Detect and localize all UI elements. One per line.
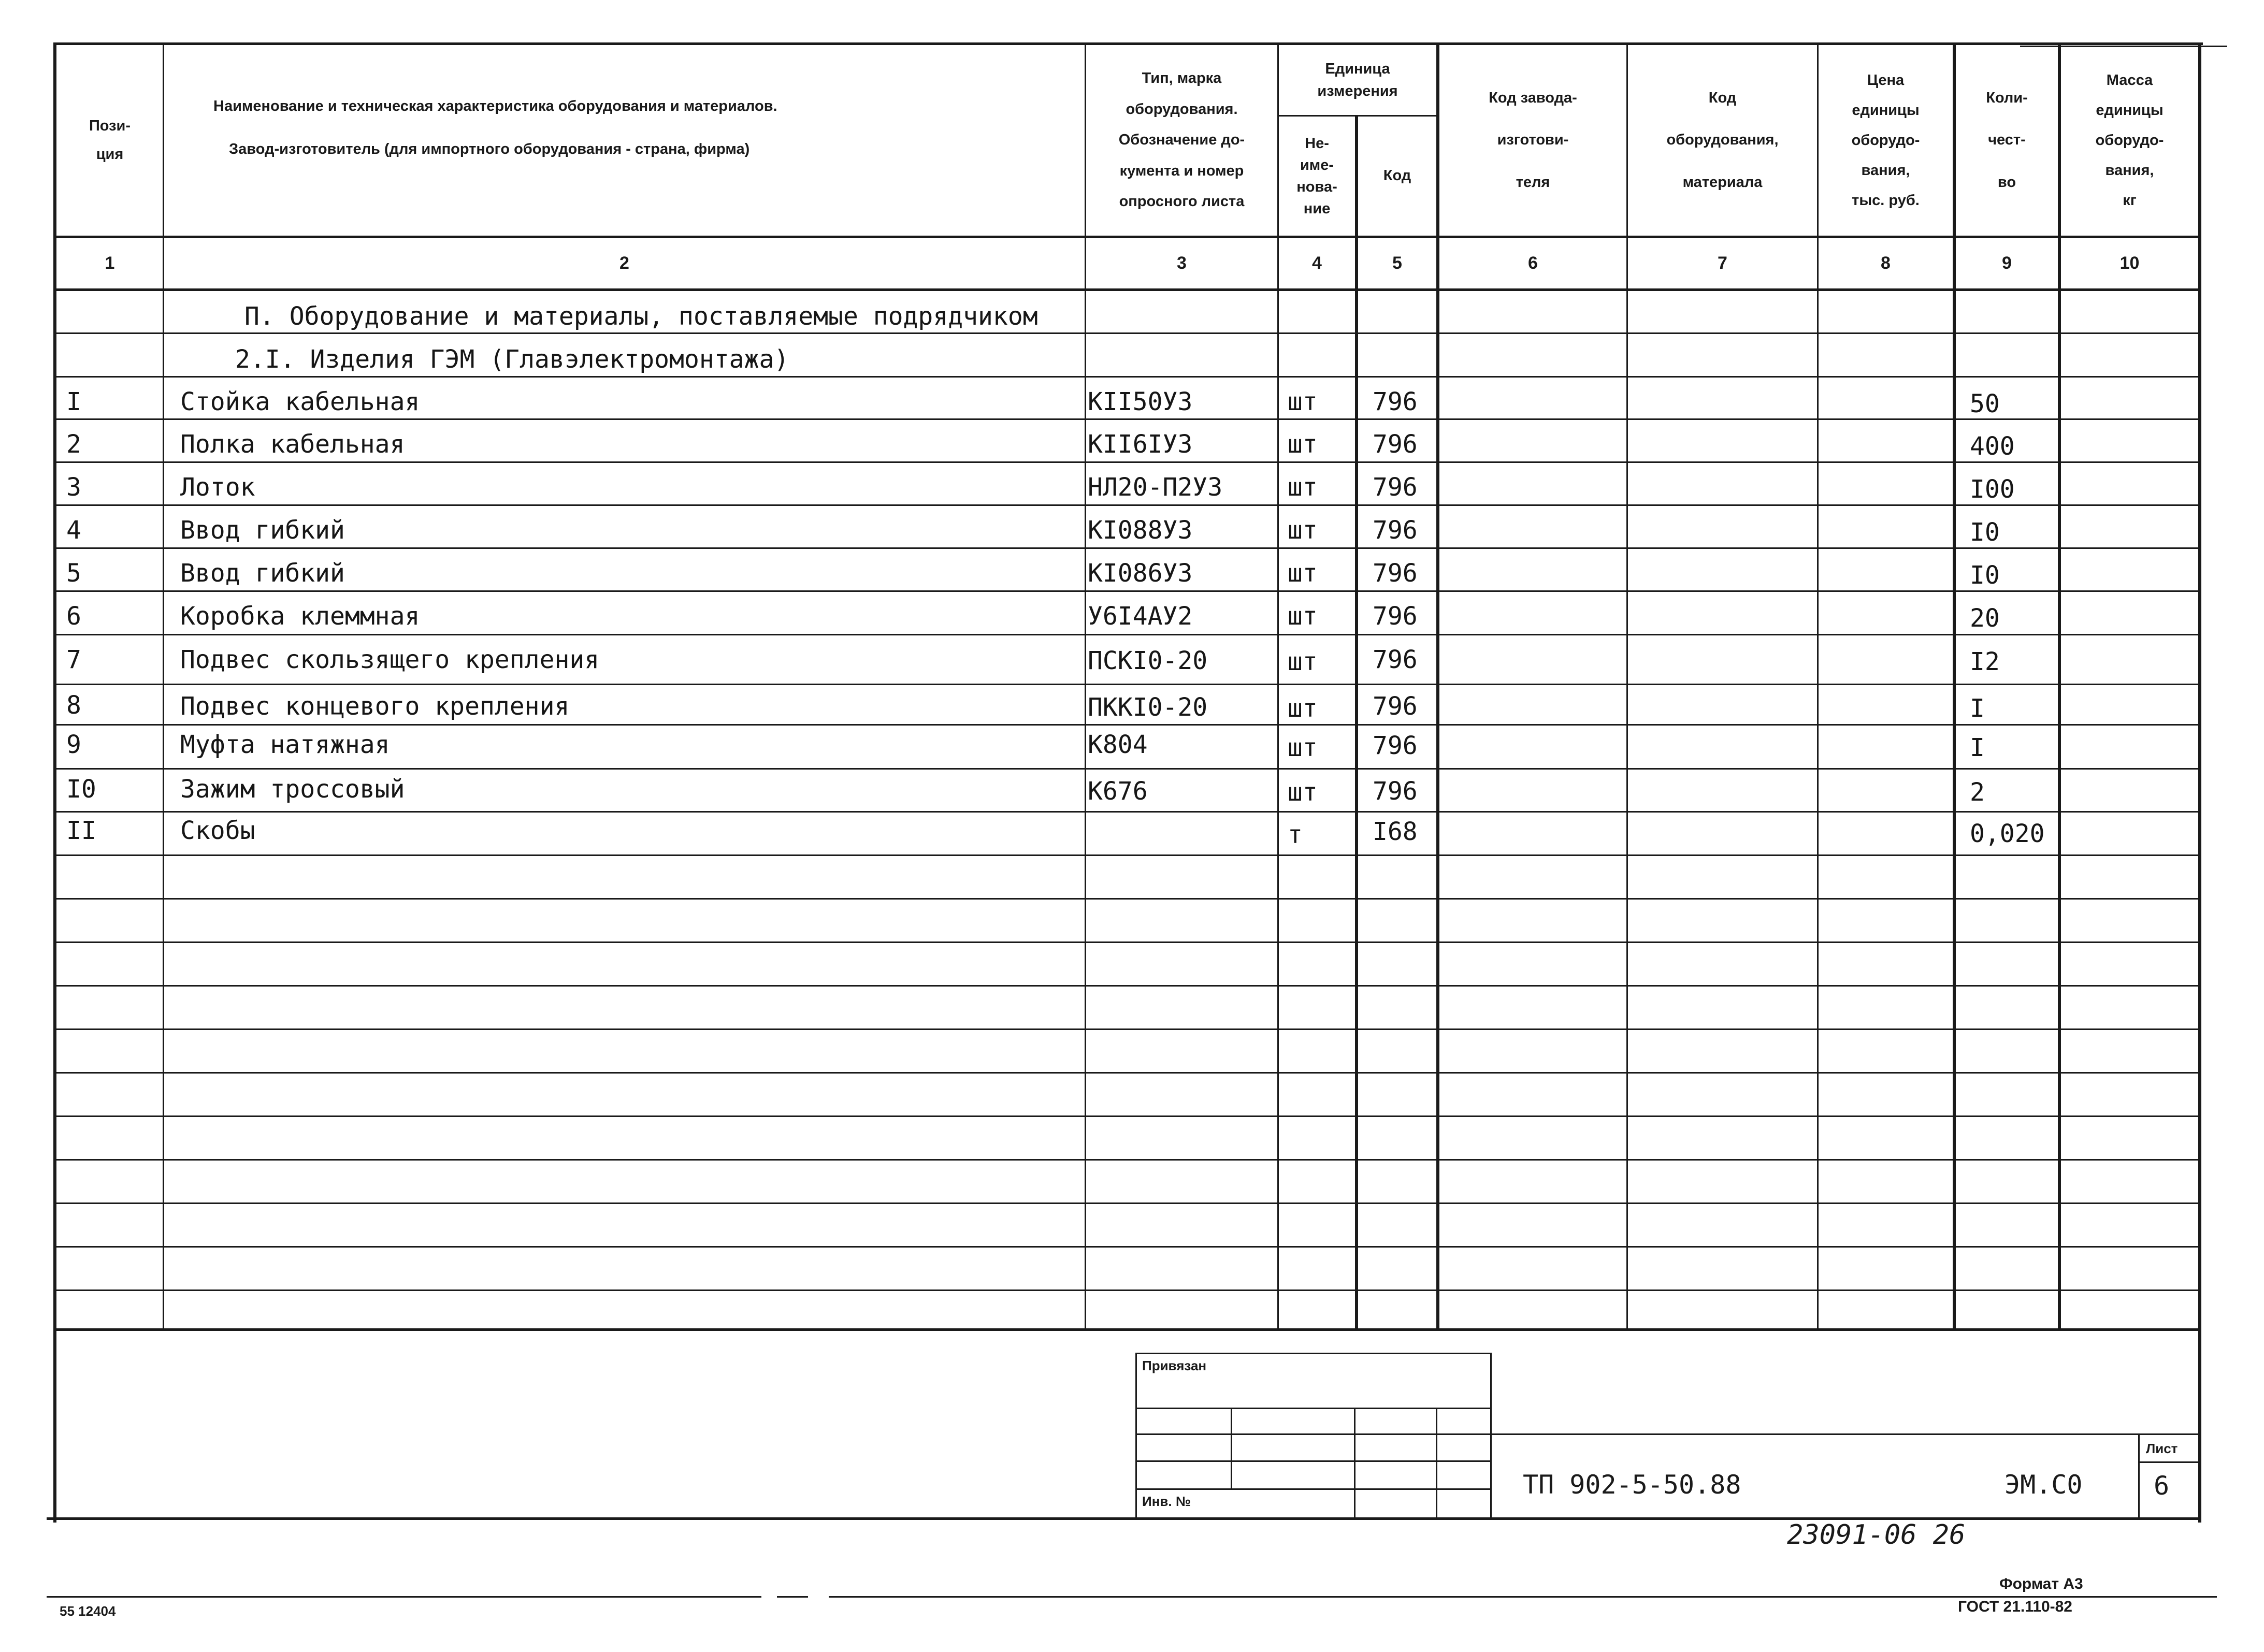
row-position: 4 xyxy=(66,516,81,545)
row-position: 9 xyxy=(66,730,81,759)
row-name: Полка кабельная xyxy=(180,430,405,459)
row-quantity: 2 xyxy=(1970,778,1985,807)
row-unit-code: 796 xyxy=(1373,473,1418,502)
row-position: I xyxy=(66,387,81,416)
row-type: КII6IУ3 xyxy=(1088,430,1193,459)
stamp-privyazan-label: Привязан xyxy=(1142,1358,1207,1373)
archive-number: 23091-06 26 xyxy=(1787,1519,1966,1550)
row-type: НЛ20-П2У3 xyxy=(1088,473,1223,502)
row-name: Коробка клеммная xyxy=(180,602,420,631)
stamp-inv-label: Инв. № xyxy=(1142,1494,1191,1509)
row-type: КI088У3 xyxy=(1088,516,1193,545)
sheet-code: ЭМ.С0 xyxy=(2005,1470,2083,1500)
row-unit: шт xyxy=(1288,647,1318,676)
header-name xyxy=(164,46,1085,235)
row-unit: шт xyxy=(1288,387,1318,416)
col-number-10: 10 xyxy=(2119,253,2140,273)
row-quantity: I0 xyxy=(1970,561,2000,590)
row-quantity: I xyxy=(1970,694,1985,723)
header-position: Пози- ция xyxy=(89,117,131,163)
row-unit-code: I68 xyxy=(1373,817,1418,846)
header-unit-group: Единица измерения xyxy=(1317,60,1398,99)
col-number-6: 6 xyxy=(1528,253,1538,273)
row-unit: т xyxy=(1288,820,1303,849)
col-number-1: 1 xyxy=(105,253,115,273)
header-mass: Масса единицы оборудо- вания, кг xyxy=(2095,72,2164,209)
row-unit: шт xyxy=(1288,559,1318,588)
header-unit-name: Не- име- нова- ние xyxy=(1296,135,1337,218)
row-unit: шт xyxy=(1288,694,1318,723)
col-number-5: 5 xyxy=(1392,253,1402,273)
col-number-4: 4 xyxy=(1312,253,1322,273)
row-position: 8 xyxy=(66,691,81,720)
row-unit-code: 796 xyxy=(1373,516,1418,545)
row-unit-code: 796 xyxy=(1373,731,1418,760)
row-name: Подвес концевого крепления xyxy=(180,692,570,721)
header-equipment-code: Код оборудования, материала xyxy=(1666,90,1779,191)
row-name: Скобы xyxy=(180,816,255,845)
row-type: КII50У3 xyxy=(1088,387,1193,416)
row-name: Муфта натяжная xyxy=(180,730,390,759)
col-number-8: 8 xyxy=(1881,253,1891,273)
row-unit-code: 796 xyxy=(1373,602,1418,631)
col-number-9: 9 xyxy=(2002,253,2012,273)
row-unit: шт xyxy=(1288,516,1318,545)
sheet-label: Лист xyxy=(2146,1441,2178,1456)
row-quantity: I0 xyxy=(1970,518,2000,547)
row-type: ПККI0-20 xyxy=(1088,693,1208,722)
row-quantity: I xyxy=(1970,733,1985,762)
col-number-7: 7 xyxy=(1718,253,1727,273)
row-quantity: 20 xyxy=(1970,604,2000,633)
row-position: 5 xyxy=(66,559,81,588)
header-name-line2: Завод-изготовитель (для импортного оборудования - страна, фирма) xyxy=(229,141,750,158)
row-type: К676 xyxy=(1088,777,1148,806)
header-type: Тип, марка оборудования. Обозначение до- кумента и номер опросного листа xyxy=(1118,70,1245,210)
row-position: 7 xyxy=(66,645,81,674)
sheet-number: 6 xyxy=(2154,1471,2170,1501)
row-name: Ввод гибкий xyxy=(180,516,345,545)
row-unit: шт xyxy=(1288,473,1318,502)
row-type: ПСКI0-20 xyxy=(1088,646,1208,675)
row-quantity: 50 xyxy=(1970,389,2000,418)
header-name-line1: Наименование и техническая характеристика оборудования и материалов. xyxy=(213,98,777,114)
row-quantity: I2 xyxy=(1970,647,2000,676)
col-number-3: 3 xyxy=(1177,253,1187,273)
row-type: У6I4АУ2 xyxy=(1088,602,1193,631)
row-unit-code: 796 xyxy=(1373,559,1418,588)
row-unit-code: 796 xyxy=(1373,692,1418,721)
col-number-2: 2 xyxy=(619,253,629,273)
row-unit-code: 796 xyxy=(1373,777,1418,806)
row-position: I0 xyxy=(66,775,96,804)
row-name: Зажим троссовый xyxy=(180,775,405,804)
subsection-title: 2.I. Изделия ГЭМ (Главэлектромонтажа) xyxy=(235,345,789,374)
header-unit-code: Код xyxy=(1383,167,1411,184)
gost-label: ГОСТ 21.110-82 xyxy=(1958,1598,2072,1615)
row-unit: шт xyxy=(1288,778,1318,807)
header-factory-code: Код завода- изготови- теля xyxy=(1489,90,1577,191)
header-price: Цена единицы оборудо- вания, тыс. руб. xyxy=(1851,72,1920,209)
document-code: ТП 902-5-50.88 xyxy=(1523,1470,1741,1500)
row-unit-code: 796 xyxy=(1373,387,1418,416)
row-name: Ввод гибкий xyxy=(180,559,345,588)
row-unit-code: 796 xyxy=(1373,645,1418,674)
row-position: 3 xyxy=(66,473,81,502)
row-type: К804 xyxy=(1088,730,1148,759)
row-unit: шт xyxy=(1288,733,1318,762)
row-type: КI086У3 xyxy=(1088,559,1193,588)
format-label: Формат А3 xyxy=(1999,1575,2083,1592)
row-quantity: 400 xyxy=(1970,432,2015,461)
row-name: Подвес скользящего крепления xyxy=(180,645,600,674)
section-title: П. Оборудование и материалы, поставляемые подрядчиком xyxy=(244,302,1038,331)
row-unit: шт xyxy=(1288,430,1318,459)
row-position: II xyxy=(66,816,96,845)
row-quantity: 0,020 xyxy=(1970,819,2045,848)
row-name: Лоток xyxy=(180,473,255,502)
row-name: Стойка кабельная xyxy=(180,387,420,416)
row-position: 6 xyxy=(66,602,81,631)
row-unit: шт xyxy=(1288,602,1318,631)
row-quantity: I00 xyxy=(1970,475,2015,504)
header-quantity: Коли- чест- во xyxy=(1986,90,2028,191)
left-code: 55 12404 xyxy=(60,1603,116,1619)
row-unit-code: 796 xyxy=(1373,430,1418,459)
row-position: 2 xyxy=(66,430,81,459)
